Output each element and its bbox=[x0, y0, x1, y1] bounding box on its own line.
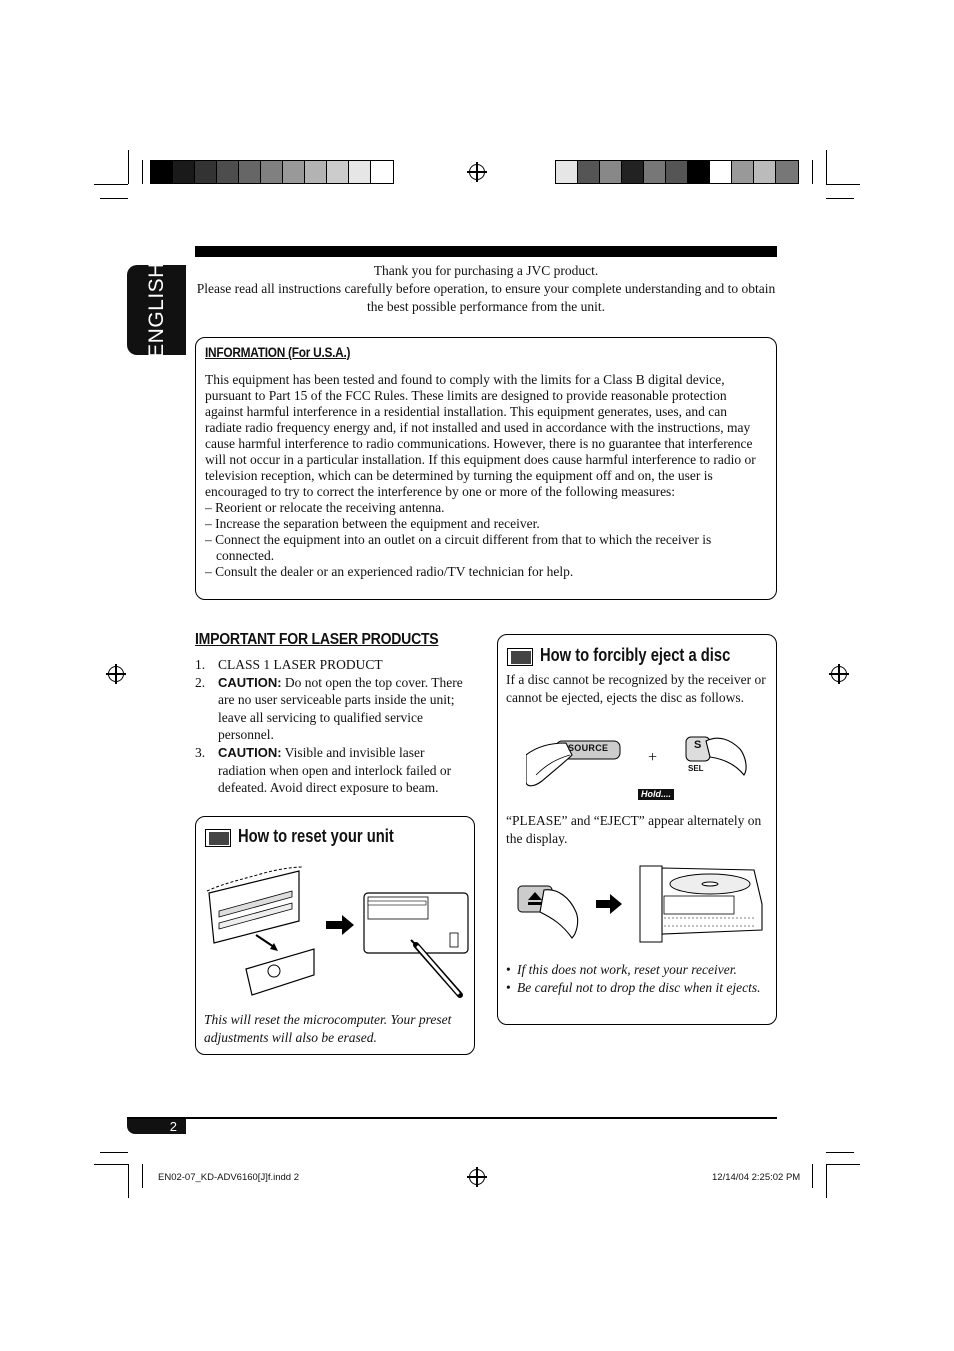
gray-swatch-bar-left bbox=[150, 160, 394, 184]
laser-item-text: Visible and invisible laser radiation when open and interlock failed or defeated. Avoid direct exposure to beam. bbox=[218, 744, 452, 796]
laser-item bbox=[195, 656, 475, 674]
registration-mark bbox=[469, 164, 485, 180]
crop-mark bbox=[142, 1164, 143, 1188]
fcc-info-box bbox=[195, 337, 777, 600]
laser-item-num: 1. bbox=[195, 657, 206, 672]
crop-mark bbox=[826, 184, 860, 185]
registration-mark bbox=[469, 1169, 485, 1185]
fcc-measure: – Connect the equipment into an outlet on a circuit different from that to which the receiver is connected. bbox=[205, 532, 712, 563]
hold-text: Hold.... bbox=[638, 789, 674, 800]
reset-illustration bbox=[204, 863, 470, 1003]
page-number: 2 bbox=[127, 1119, 186, 1134]
crop-mark bbox=[826, 198, 854, 199]
intro-line1: Thank you for purchasing a JVC product. bbox=[373, 263, 599, 278]
crop-mark bbox=[142, 160, 143, 184]
eject-box bbox=[497, 634, 777, 1025]
crop-mark bbox=[826, 150, 827, 184]
eject-tip-text: Be careful not to drop the disc when it ejects. bbox=[517, 980, 761, 995]
eject-title-text: How to forcibly eject a disc bbox=[540, 645, 731, 665]
reset-title bbox=[205, 826, 428, 847]
hold-badge bbox=[638, 784, 674, 802]
footer-rule bbox=[127, 1117, 777, 1119]
gray-swatch-bar-right bbox=[555, 160, 799, 184]
language-label: ENGLISH bbox=[144, 262, 168, 358]
intro-text bbox=[195, 262, 777, 316]
eject-title bbox=[507, 645, 772, 666]
fcc-measure: – Consult the dealer or an experienced radio/TV technician for help. bbox=[205, 564, 574, 579]
laser-item bbox=[195, 674, 475, 744]
reset-box bbox=[195, 816, 475, 1055]
eject-tip: • If this does not work, reset your receiver. bbox=[506, 962, 737, 977]
crop-mark bbox=[812, 160, 813, 184]
source-button: SOURCE bbox=[568, 743, 609, 753]
eject-tip: • Be careful not to drop the disc when it ejects. bbox=[506, 980, 761, 995]
crop-mark bbox=[812, 1164, 813, 1188]
crop-mark bbox=[128, 150, 129, 184]
fcc-heading bbox=[205, 344, 767, 366]
laser-heading: IMPORTANT FOR LASER PRODUCTS bbox=[195, 631, 439, 648]
intro-line2: Please read all instructions carefully before operation, to ensure your complete understanding and to obtain the best possible performance from the unit. bbox=[196, 281, 776, 314]
eject-intro: If a disc cannot be recognized by the receiver or cannot be ejected, ejects the disc as follows. bbox=[506, 672, 766, 705]
crop-mark bbox=[94, 1164, 128, 1165]
crop-mark bbox=[100, 198, 128, 199]
caution-label: CAUTION: bbox=[218, 674, 282, 690]
caution-label: CAUTION: bbox=[218, 744, 282, 760]
date-slug: 12/14/04 2:25:02 PM bbox=[712, 1172, 801, 1183]
eject-tips bbox=[506, 961, 772, 997]
fcc-paragraph: This equipment has been tested and found to comply with the limits for a Class B digital device, pursuant to Part 15 of the FCC Rules. These limits are designed to provide reasonable protection against harmful interference in a residential installation. This equipment generates, uses, and can radiate radio frequency energy and, if not installed and used in accordance with the instructions, may cause harmful interference to radio communications. However, there is no guarantee that interference will not occur in a particular installation. If this equipment does cause harmful interference to radio or television reception, which can be determined by turning the equipment off and on, the user is encouraged to try to correct the interference by one or more of the following measures: bbox=[205, 372, 756, 499]
laser-item-num: 2. bbox=[195, 674, 206, 690]
laser-item-text: Do not open the top cover. There are no user serviceable parts inside the unit; leave all servicing to qualified service personnel. bbox=[218, 674, 463, 743]
crop-mark bbox=[100, 1152, 128, 1153]
eject-tip-text: If this does not work, reset your receiver. bbox=[517, 962, 737, 977]
file-slug: EN02-07_KD-ADV6160[J]f.indd 2 bbox=[158, 1172, 299, 1183]
section-marker-icon bbox=[507, 648, 531, 664]
laser-item bbox=[195, 744, 475, 797]
laser-list bbox=[195, 656, 475, 797]
sel-button-label: SEL bbox=[688, 764, 704, 773]
laser-section bbox=[195, 631, 475, 797]
registration-mark bbox=[108, 666, 124, 682]
crop-mark bbox=[128, 1164, 129, 1198]
eject-illustration bbox=[514, 860, 774, 950]
registration-mark bbox=[831, 666, 847, 682]
language-tab bbox=[127, 262, 186, 358]
top-rule bbox=[195, 246, 777, 257]
reset-note: This will reset the microcomputer. Your preset adjustments will also be erased. bbox=[204, 1012, 452, 1045]
fcc-measure: – Increase the separation between the equipment and receiver. bbox=[205, 516, 540, 531]
crop-mark bbox=[826, 1164, 827, 1198]
plus-sign: + bbox=[648, 749, 658, 766]
crop-mark bbox=[94, 184, 128, 185]
sel-button-s: S bbox=[694, 739, 702, 751]
fcc-heading-text: INFORMATION (For U.S.A.) bbox=[205, 345, 351, 360]
eject-display-note: “PLEASE” and “EJECT” appear alternately on the display. bbox=[506, 813, 762, 846]
fcc-measures bbox=[205, 500, 767, 580]
laser-item-text: CLASS 1 LASER PRODUCT bbox=[218, 657, 383, 672]
fcc-measure: – Reorient or relocate the receiving antenna. bbox=[205, 500, 445, 515]
section-marker-icon bbox=[205, 829, 229, 845]
crop-mark bbox=[826, 1152, 854, 1153]
laser-item-num: 3. bbox=[195, 744, 206, 760]
reset-title-text: How to reset your unit bbox=[238, 826, 394, 846]
crop-mark bbox=[826, 1164, 860, 1165]
